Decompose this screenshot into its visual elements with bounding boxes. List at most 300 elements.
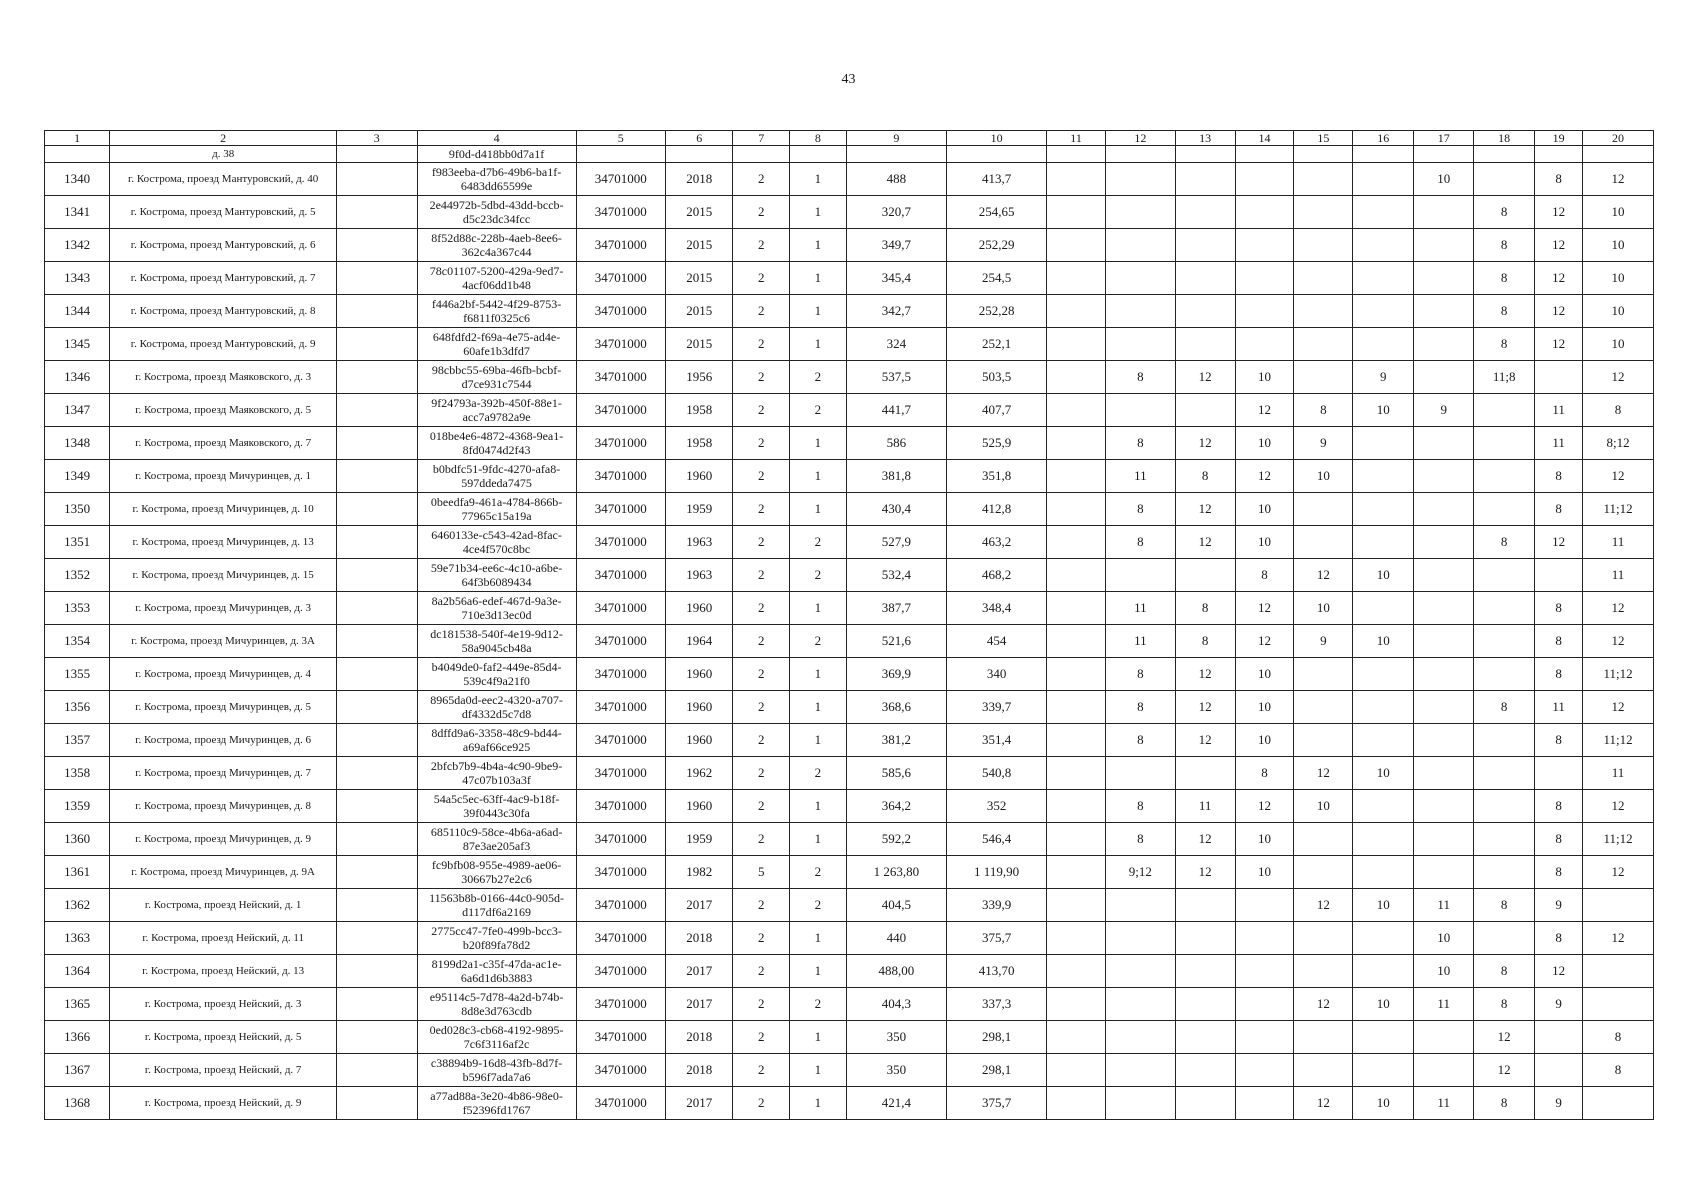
address-cell: г. Кострома, проезд Нейский, д. 11: [110, 922, 337, 955]
cell-c6: 2017: [665, 1087, 733, 1120]
address-cell: г. Кострома, проезд Мичуринцев, д. 5: [110, 691, 337, 724]
cell-c5: 34701000: [576, 988, 665, 1021]
cell-c11: [1047, 394, 1106, 427]
cell-c7: 2: [733, 229, 790, 262]
cell-c6: 2015: [665, 196, 733, 229]
cell-c14: [1235, 889, 1294, 922]
guid-cell: 8a2b56a6-edef-467d-9a3e-710e3d13ec0d: [417, 592, 576, 625]
cell-c5: 34701000: [576, 361, 665, 394]
cell-c17: [1414, 1054, 1474, 1087]
cell-c15: 10: [1294, 592, 1353, 625]
cell-c8: 1: [790, 658, 847, 691]
address-cell: г. Кострома, проезд Мичуринцев, д. 3: [110, 592, 337, 625]
cell-c14: [1235, 1087, 1294, 1120]
cell-c13: 12: [1175, 526, 1235, 559]
cell-c7: 2: [733, 724, 790, 757]
table-row: [45, 757, 1654, 790]
cell-c14: 12: [1235, 592, 1294, 625]
column-header-10: 10: [946, 131, 1046, 146]
cell-c10: 298,1: [946, 1021, 1046, 1054]
cell-c20: 10: [1583, 196, 1654, 229]
table-row: [45, 724, 1654, 757]
cell-c6: 2018: [665, 1021, 733, 1054]
row-number: 1363: [45, 922, 110, 955]
guid-cell: 9f24793a-392b-450f-88e1-acc7a9782a9e: [417, 394, 576, 427]
cell-c16: 10: [1353, 625, 1414, 658]
cell-c9: 349,7: [846, 229, 946, 262]
cell-c7: 2: [733, 526, 790, 559]
cell-c16: [1353, 526, 1414, 559]
cell-c7: 2: [733, 1021, 790, 1054]
cell-c9: 488,00: [846, 955, 946, 988]
cell-c15: 9: [1294, 625, 1353, 658]
address-cell: г. Кострома, проезд Мичуринцев, д. 3А: [110, 625, 337, 658]
cell-c20: 11: [1583, 526, 1654, 559]
cell-c11: [1047, 328, 1106, 361]
housing-register-table: [44, 130, 1654, 1120]
cell-c19: 9: [1535, 1087, 1583, 1120]
cell-c14: 10: [1235, 361, 1294, 394]
cell-c17: [1414, 526, 1474, 559]
cell-c11: [1047, 988, 1106, 1021]
cell-c19: [1535, 1021, 1583, 1054]
table-row: [45, 922, 1654, 955]
table-row: [45, 856, 1654, 889]
cell-c11: [1047, 823, 1106, 856]
guid-cell: f446a2bf-5442-4f29-8753-f6811f0325c6: [417, 295, 576, 328]
table-row: [45, 823, 1654, 856]
cell-c8: 2: [790, 757, 847, 790]
table-row: [45, 196, 1654, 229]
cell-c5: 34701000: [576, 328, 665, 361]
cell-c8: 1: [790, 229, 847, 262]
cell-c17: [1414, 427, 1474, 460]
cell-c9: 586: [846, 427, 946, 460]
cell-c13: 12: [1175, 823, 1235, 856]
cell-c10: 375,7: [946, 922, 1046, 955]
table-row: [45, 1021, 1654, 1054]
cell-address: д. 38: [110, 146, 337, 163]
cell-c5: 34701000: [576, 295, 665, 328]
column-header-6: 6: [665, 131, 733, 146]
cell-c12: [1105, 757, 1175, 790]
cell-c20: [1583, 955, 1654, 988]
cell-c6: 2015: [665, 229, 733, 262]
cell-c14: [1235, 295, 1294, 328]
cell-c10: 468,2: [946, 559, 1046, 592]
guid-cell: 8199d2a1-c35f-47da-ac1e-6a6d1d6b3883: [417, 955, 576, 988]
cell-c3: [336, 658, 417, 691]
cell-c16: [1353, 196, 1414, 229]
cell-c14: [1235, 328, 1294, 361]
cell-c13: [1175, 163, 1235, 196]
column-header-20: 20: [1583, 131, 1654, 146]
cell-c19: 9: [1535, 889, 1583, 922]
cell-c20: 12: [1583, 592, 1654, 625]
cell-c19: 8: [1535, 460, 1583, 493]
cell-c17: [1414, 460, 1474, 493]
cell-c18: 8: [1474, 229, 1535, 262]
column-header-17: 17: [1414, 131, 1474, 146]
cell-c15: [1294, 328, 1353, 361]
address-cell: г. Кострома, проезд Мичуринцев, д. 1: [110, 460, 337, 493]
cell-c16: [1353, 427, 1414, 460]
cell-c14: 12: [1235, 394, 1294, 427]
cell-c5: 34701000: [576, 262, 665, 295]
cell-c17: [1414, 262, 1474, 295]
cell-c10: 463,2: [946, 526, 1046, 559]
cell-c17: [1414, 295, 1474, 328]
cell-c12: 8: [1105, 724, 1175, 757]
table-row: [45, 460, 1654, 493]
row-number: 1341: [45, 196, 110, 229]
cell-c17: [1414, 856, 1474, 889]
cell-c13: [1175, 295, 1235, 328]
cell-c11: [1047, 559, 1106, 592]
cell-c17: [1414, 790, 1474, 823]
cell-c18: [1474, 757, 1535, 790]
cell-c15: [1294, 163, 1353, 196]
cell-c3: [336, 625, 417, 658]
cell-c17: [1414, 361, 1474, 394]
cell-c13: 12: [1175, 658, 1235, 691]
cell-c12: 8: [1105, 823, 1175, 856]
cell-c18: [1474, 163, 1535, 196]
cell-c10: 503,5: [946, 361, 1046, 394]
cell-c8: 2: [790, 526, 847, 559]
cell-c17: [1414, 328, 1474, 361]
row-number: 1360: [45, 823, 110, 856]
cell-c7: 2: [733, 262, 790, 295]
cell-c5: 34701000: [576, 1087, 665, 1120]
cell-c16: [1353, 955, 1414, 988]
column-header-13: 13: [1175, 131, 1235, 146]
cell-c18: 8: [1474, 691, 1535, 724]
row-number: 1342: [45, 229, 110, 262]
cell-c15: [1294, 295, 1353, 328]
cell-c18: [1474, 724, 1535, 757]
page-number: 43: [841, 72, 856, 87]
cell-c6: 2015: [665, 295, 733, 328]
row-number: 1343: [45, 262, 110, 295]
cell-c15: [1294, 955, 1353, 988]
cell-c12: 8: [1105, 658, 1175, 691]
cell-c16: 10: [1353, 988, 1414, 1021]
cell-c10: 340: [946, 658, 1046, 691]
cell-c16: 9: [1353, 361, 1414, 394]
address-cell: г. Кострома, проезд Мантуровский, д. 8: [110, 295, 337, 328]
cell-c18: [1474, 823, 1535, 856]
cell-c9: 592,2: [846, 823, 946, 856]
cell-c17: [1414, 823, 1474, 856]
cell-c16: [1353, 229, 1414, 262]
cell-c8: 1: [790, 295, 847, 328]
column-header-12: 12: [1105, 131, 1175, 146]
cell-c14: 10: [1235, 823, 1294, 856]
guid-cell: 59e71b34-ee6c-4c10-a6be-64f3b6089434: [417, 559, 576, 592]
cell-c15: [1294, 526, 1353, 559]
guid-cell: 0ed028c3-cb68-4192-9895-7c6f3116af2c: [417, 1021, 576, 1054]
cell-c11: [1047, 196, 1106, 229]
cell-c15: [1294, 823, 1353, 856]
guid-cell: 648fdfd2-f69a-4e75-ad4e-60afe1b3dfd7: [417, 328, 576, 361]
cell-c9: 350: [846, 1021, 946, 1054]
cell-c18: 8: [1474, 262, 1535, 295]
cell-c5: 34701000: [576, 592, 665, 625]
table-row: [45, 328, 1654, 361]
cell-c9: 324: [846, 328, 946, 361]
cell-c20: 12: [1583, 856, 1654, 889]
cell-c14: 8: [1235, 559, 1294, 592]
cell-c12: [1105, 988, 1175, 1021]
row-number: 1351: [45, 526, 110, 559]
cell-c19: 11: [1535, 394, 1583, 427]
cell-c5: 34701000: [576, 658, 665, 691]
cell-c16: 10: [1353, 559, 1414, 592]
cell-c19: 8: [1535, 592, 1583, 625]
cell-c13: [1175, 889, 1235, 922]
cell-c8: 1: [790, 196, 847, 229]
cell-c3: [336, 724, 417, 757]
address-cell: г. Кострома, проезд Мантуровский, д. 5: [110, 196, 337, 229]
cell-c9: 404,5: [846, 889, 946, 922]
cell-c13: 8: [1175, 592, 1235, 625]
cell-c12: 11: [1105, 592, 1175, 625]
address-cell: г. Кострома, проезд Маяковского, д. 3: [110, 361, 337, 394]
guid-cell: 2bfcb7b9-4b4a-4c90-9be9-47c07b103a3f: [417, 757, 576, 790]
table-row: [45, 988, 1654, 1021]
cell-c9: 364,2: [846, 790, 946, 823]
guid-cell: 0beedfa9-461a-4784-866b-77965c15a19a: [417, 493, 576, 526]
cell-c19: 8: [1535, 724, 1583, 757]
cell-c10: 540,8: [946, 757, 1046, 790]
column-header-16: 16: [1353, 131, 1414, 146]
row-number: 1359: [45, 790, 110, 823]
cell-n: [45, 146, 110, 163]
cell-c14: 10: [1235, 856, 1294, 889]
column-header-19: 19: [1535, 131, 1583, 146]
cell-c7: 2: [733, 955, 790, 988]
cell-c12: [1105, 955, 1175, 988]
table-row: [45, 262, 1654, 295]
row-number: 1367: [45, 1054, 110, 1087]
address-cell: г. Кострома, проезд Мичуринцев, д. 10: [110, 493, 337, 526]
cell-c11: [1047, 295, 1106, 328]
row-number: 1348: [45, 427, 110, 460]
cell-c20: 12: [1583, 361, 1654, 394]
cell-c16: 10: [1353, 1087, 1414, 1120]
cell-c8: 2: [790, 394, 847, 427]
cell-c6: 1960: [665, 658, 733, 691]
cell-c11: [1047, 163, 1106, 196]
cell-c17: [1414, 1021, 1474, 1054]
cell-c13: [1175, 328, 1235, 361]
cell-c14: [1235, 196, 1294, 229]
row-number: 1366: [45, 1021, 110, 1054]
cell-c9: 441,7: [846, 394, 946, 427]
guid-cell: 78c01107-5200-429a-9ed7-4acf06dd1b48: [417, 262, 576, 295]
address-cell: г. Кострома, проезд Нейский, д. 13: [110, 955, 337, 988]
table-row: [45, 427, 1654, 460]
cell-c8: 2: [790, 625, 847, 658]
cell-c15: 9: [1294, 427, 1353, 460]
address-cell: г. Кострома, проезд Мантуровский, д. 40: [110, 163, 337, 196]
cell-c20: 10: [1583, 262, 1654, 295]
cell-c14: 10: [1235, 658, 1294, 691]
cell-c3: [336, 790, 417, 823]
guid-cell: f983eeba-d7b6-49b6-ba1f-6483dd65599e: [417, 163, 576, 196]
cell-c15: 12: [1294, 559, 1353, 592]
cell-c7: 2: [733, 889, 790, 922]
cell-c3: [336, 1087, 417, 1120]
cell-c13: [1175, 1021, 1235, 1054]
cell-c19: [1535, 1054, 1583, 1087]
row-number: 1340: [45, 163, 110, 196]
cell-c13: 12: [1175, 427, 1235, 460]
cell-c6: 1964: [665, 625, 733, 658]
cell-c19: 12: [1535, 955, 1583, 988]
table-row: [45, 394, 1654, 427]
cell-c3: [336, 592, 417, 625]
cell-c5: 34701000: [576, 196, 665, 229]
cell-c17: 9: [1414, 394, 1474, 427]
cell-c19: 12: [1535, 229, 1583, 262]
cell-c7: 2: [733, 592, 790, 625]
cell-c17: 11: [1414, 988, 1474, 1021]
cell-c19: 8: [1535, 163, 1583, 196]
row-number: 1358: [45, 757, 110, 790]
cell-c18: 8: [1474, 1087, 1535, 1120]
cell-c6: 2017: [665, 988, 733, 1021]
cell-c8: 1: [790, 1054, 847, 1087]
cell-c20: 8: [1583, 1021, 1654, 1054]
cell-c10: 413,7: [946, 163, 1046, 196]
cell-c5: 34701000: [576, 1054, 665, 1087]
cell-c17: [1414, 625, 1474, 658]
cell-c8: 1: [790, 460, 847, 493]
cell-c13: [1175, 757, 1235, 790]
cell-c7: 2: [733, 493, 790, 526]
cell-c10: 337,3: [946, 988, 1046, 1021]
cell-c14: [1235, 163, 1294, 196]
cell-c14: [1235, 922, 1294, 955]
cell-c12: 8: [1105, 427, 1175, 460]
cell-c13: [1175, 955, 1235, 988]
cell-c12: 11: [1105, 460, 1175, 493]
continued-row: [45, 146, 1654, 163]
cell-c6: 1960: [665, 790, 733, 823]
cell-c20: 12: [1583, 163, 1654, 196]
table-row: [45, 691, 1654, 724]
cell-c11: [1047, 889, 1106, 922]
cell-c6: 1982: [665, 856, 733, 889]
cell-c6: 1960: [665, 724, 733, 757]
address-cell: г. Кострома, проезд Мичуринцев, д. 13: [110, 526, 337, 559]
cell-c16: [1353, 922, 1414, 955]
cell-c6: 1958: [665, 427, 733, 460]
cell-c10: 339,9: [946, 889, 1046, 922]
cell-c20: 12: [1583, 460, 1654, 493]
cell-guid: 9f0d-d418bb0d7a1f: [417, 146, 576, 163]
cell-c15: [1294, 922, 1353, 955]
cell-c20: 12: [1583, 922, 1654, 955]
cell-c8: 2: [790, 559, 847, 592]
cell-c17: 10: [1414, 922, 1474, 955]
cell-c18: 8: [1474, 295, 1535, 328]
cell-c5: 34701000: [576, 460, 665, 493]
cell-c17: 11: [1414, 1087, 1474, 1120]
cell-c14: 12: [1235, 790, 1294, 823]
cell-c10: 407,7: [946, 394, 1046, 427]
cell-c8: 1: [790, 790, 847, 823]
table-row: [45, 790, 1654, 823]
cell-c18: [1474, 460, 1535, 493]
cell-c19: 11: [1535, 427, 1583, 460]
cell-c15: [1294, 724, 1353, 757]
cell-c17: [1414, 559, 1474, 592]
cell-c10: 252,28: [946, 295, 1046, 328]
cell-c19: [1535, 361, 1583, 394]
cell-c6: 2017: [665, 889, 733, 922]
row-number: 1353: [45, 592, 110, 625]
cell-c13: [1175, 922, 1235, 955]
cell-c5: 34701000: [576, 790, 665, 823]
row-number: 1355: [45, 658, 110, 691]
table-row: [45, 493, 1654, 526]
cell-c20: 10: [1583, 295, 1654, 328]
cell-c3: [336, 922, 417, 955]
cell-c8: 1: [790, 955, 847, 988]
cell-c11: [1047, 658, 1106, 691]
cell-c18: 8: [1474, 955, 1535, 988]
cell-c11: [1047, 262, 1106, 295]
cell-c11: [1047, 493, 1106, 526]
guid-cell: a77ad88a-3e20-4b86-98e0-f52396fd1767: [417, 1087, 576, 1120]
cell-c18: [1474, 559, 1535, 592]
cell-c7: 2: [733, 988, 790, 1021]
cell-c7: 2: [733, 163, 790, 196]
cell-c9: 430,4: [846, 493, 946, 526]
cell-c11: [1047, 361, 1106, 394]
cell-c18: [1474, 856, 1535, 889]
cell-c16: 10: [1353, 394, 1414, 427]
cell-c17: [1414, 691, 1474, 724]
cell-c12: [1105, 196, 1175, 229]
cell-c20: [1583, 889, 1654, 922]
guid-cell: 8965da0d-eec2-4320-a707-df4332d5c7d8: [417, 691, 576, 724]
table-row: [45, 592, 1654, 625]
cell-c19: 12: [1535, 295, 1583, 328]
cell-c7: 2: [733, 196, 790, 229]
cell-c19: 8: [1535, 658, 1583, 691]
cell-c20: 11: [1583, 559, 1654, 592]
cell-c11: [1047, 790, 1106, 823]
cell-c13: [1175, 988, 1235, 1021]
cell-c3: [336, 889, 417, 922]
cell-c14: 12: [1235, 460, 1294, 493]
cell-c12: [1105, 559, 1175, 592]
cell-c14: 10: [1235, 691, 1294, 724]
cell-c8: 1: [790, 1021, 847, 1054]
cell-c15: 12: [1294, 757, 1353, 790]
cell-c11: [1047, 922, 1106, 955]
guid-cell: fc9bfb08-955e-4989-ae06-30667b27e2c6: [417, 856, 576, 889]
cell-c9: 404,3: [846, 988, 946, 1021]
cell-c13: 12: [1175, 493, 1235, 526]
cell-c18: [1474, 427, 1535, 460]
address-cell: г. Кострома, проезд Маяковского, д. 7: [110, 427, 337, 460]
cell-c8: 1: [790, 163, 847, 196]
